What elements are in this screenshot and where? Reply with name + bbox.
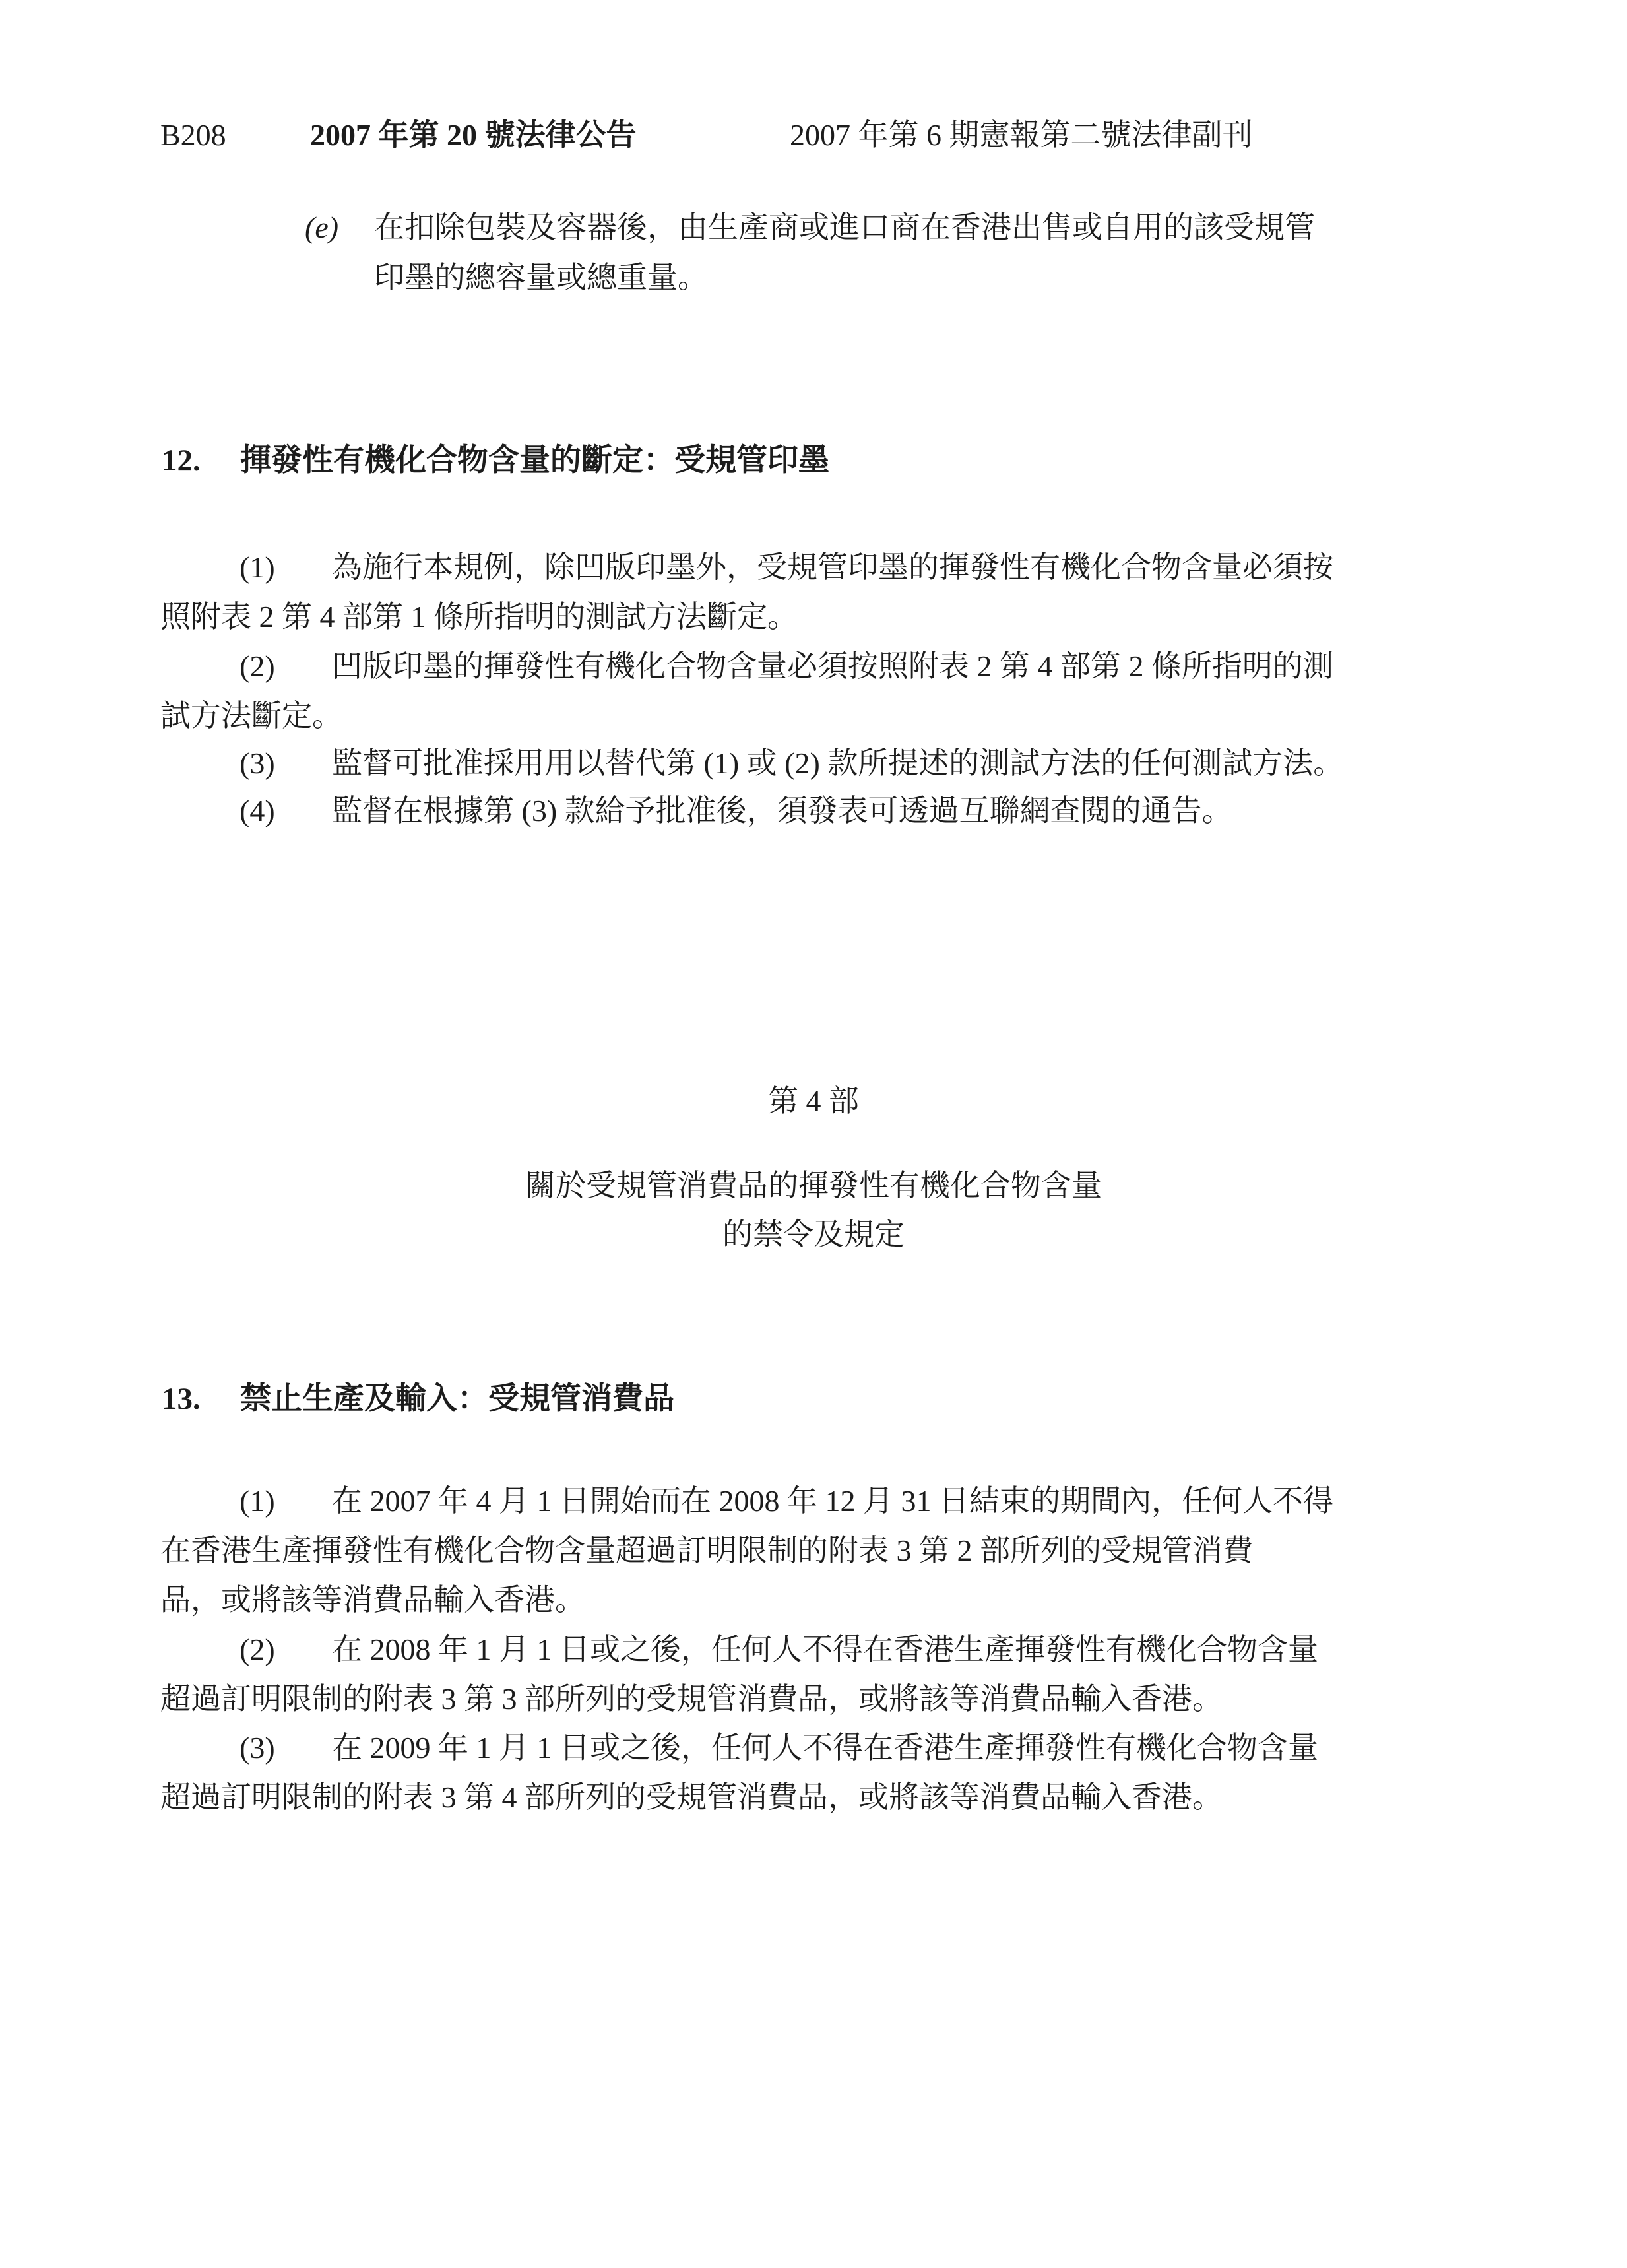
s13-para1-line-1 <box>239 1482 1333 1520</box>
section-12-heading <box>162 441 829 480</box>
s13-para1-marker: (1) <box>239 1484 275 1518</box>
s12-para2-line-2: 試方法斷定。 <box>160 699 342 732</box>
s12-para4-text-1: 監督在根據第 (3) 款給予批准後，須發表可透過互聯網查閱的通告。 <box>332 794 1232 827</box>
part-4-title: 第 4 部 <box>768 1084 859 1118</box>
s13-para2-marker: (2) <box>239 1633 275 1666</box>
header-page-number: B208 <box>160 118 226 152</box>
section-13-title: 禁止生產及輸入：受規管消費品 <box>240 1380 674 1415</box>
s13-para1-line-3: 品，或將該等消費品輸入香港。 <box>160 1583 585 1617</box>
s13-para2-text-1: 在 2008 年 1 月 1 日或之後，任何人不得在香港生產揮發性有機化合物含量 <box>332 1633 1318 1666</box>
s12-para3-line-1 <box>239 744 1343 783</box>
s12-para4-line-1 <box>239 792 1232 830</box>
part-4-subtitle-line-2: 的禁令及規定 <box>722 1217 905 1251</box>
item-e-text-1: 在扣除包裝及容器後，由生產商或進口商在香港出售或自用的該受規管 <box>374 211 1315 244</box>
s13-para3-text-1: 在 2009 年 1 月 1 日或之後，任何人不得在香港生產揮發性有機化合物含量 <box>332 1731 1318 1765</box>
s13-para3-marker: (3) <box>239 1731 275 1765</box>
s12-para1-marker: (1) <box>239 550 275 584</box>
part-4-subtitle-line-1: 關於受規管消費品的揮發性有機化合物含量 <box>525 1169 1102 1202</box>
s12-para1-text-1: 為施行本規例，除凹版印墨外，受規管印墨的揮發性有機化合物含量必須按 <box>332 550 1333 584</box>
s12-para3-marker: (3) <box>239 746 275 780</box>
s13-para1-line-2: 在香港生產揮發性有機化合物含量超過訂明限制的附表 3 第 2 部所列的受規管消費 <box>160 1534 1253 1567</box>
item-e-marker: (e) <box>305 211 339 244</box>
header-gazette-issue-title: 2007 年第 6 期憲報第二號法律副刊 <box>790 118 1253 152</box>
section-12-title: 揮發性有機化合物含量的斷定：受規管印墨 <box>240 442 829 477</box>
s12-para1-line-1 <box>239 548 1333 587</box>
s13-para2-line-1 <box>239 1631 1318 1669</box>
section-12-number: 12. <box>162 443 201 478</box>
s13-para3-line-2: 超過訂明限制的附表 3 第 4 部所列的受規管消費品，或將該等消費品輸入香港。 <box>160 1780 1223 1814</box>
item-e-line-2: 印墨的總容量或總重量。 <box>374 261 708 294</box>
s13-para3-line-1 <box>239 1729 1318 1767</box>
s13-para1-text-1: 在 2007 年 4 月 1 日開始而在 2008 年 12 月 31 日結束的期間內，任何人不得 <box>332 1484 1333 1518</box>
section-13-heading <box>162 1379 674 1418</box>
s13-para2-line-2: 超過訂明限制的附表 3 第 3 部所列的受規管消費品，或將該等消費品輸入香港。 <box>160 1682 1223 1716</box>
s12-para3-text-1: 監督可批准採用用以替代第 (1) 或 (2) 款所提述的測試方法的任何測試方法。 <box>332 746 1344 780</box>
s12-para4-marker: (4) <box>239 794 275 827</box>
s12-para2-line-1 <box>239 647 1333 686</box>
item-e-line-1 <box>305 209 1315 247</box>
s12-para2-marker: (2) <box>239 649 275 683</box>
header-legal-notice-title: 2007 年第 20 號法律公告 <box>310 118 637 152</box>
s12-para2-text-1: 凹版印墨的揮發性有機化合物含量必須按照附表 2 第 4 部第 2 條所指明的測 <box>332 649 1333 683</box>
s12-para1-line-2: 照附表 2 第 4 部第 1 條所指明的測試方法斷定。 <box>160 600 798 633</box>
section-13-number: 13. <box>162 1382 201 1416</box>
